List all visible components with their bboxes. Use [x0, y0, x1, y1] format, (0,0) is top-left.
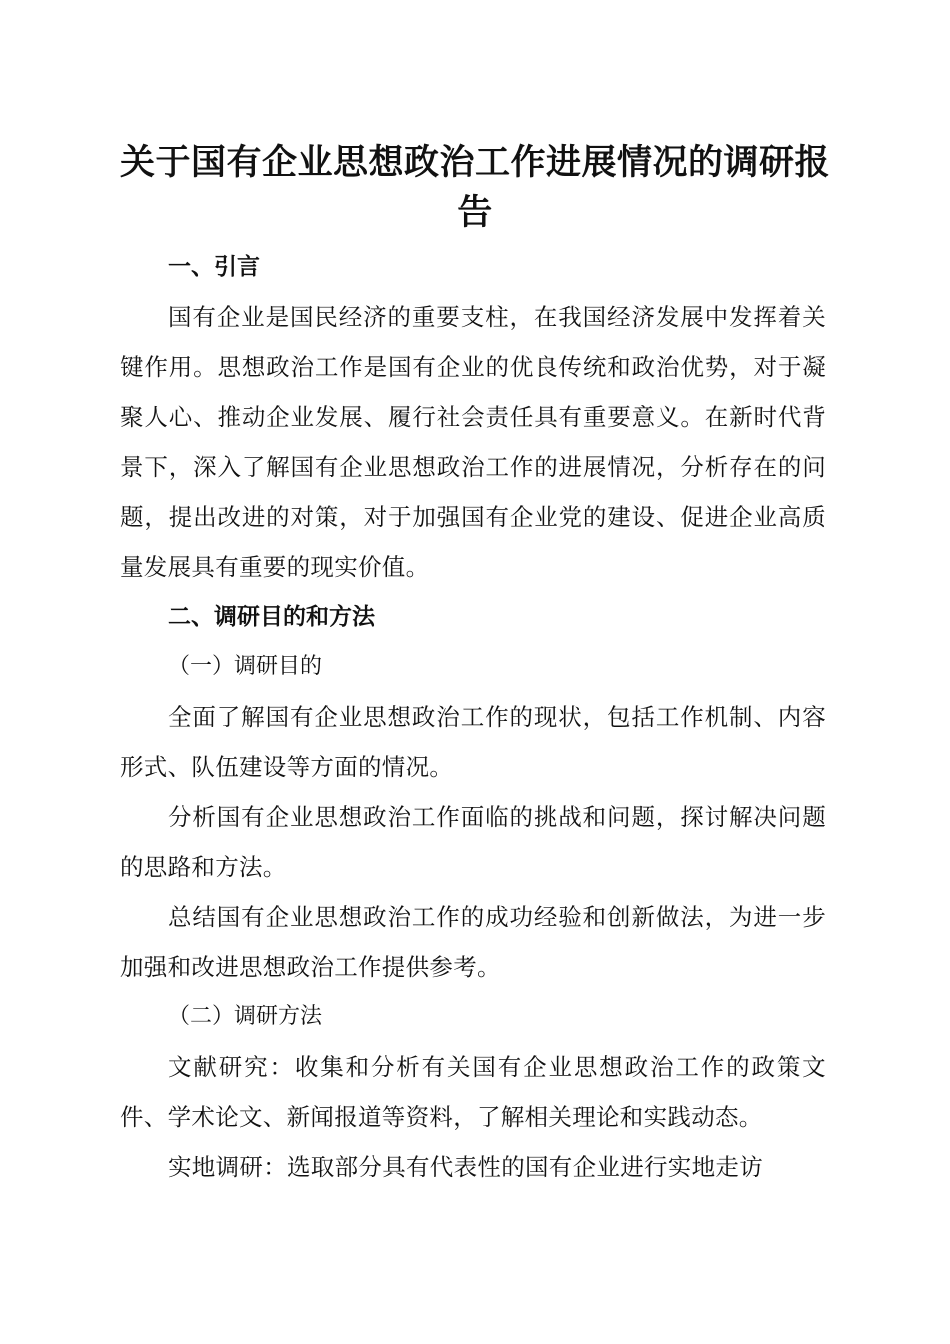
paragraph-purpose-3: 总结国有企业思想政治工作的成功经验和创新做法，为进一步加强和改进思想政治工作提供参考。: [120, 903, 826, 981]
paragraph-purpose-2: 分析国有企业思想政治工作面临的挑战和问题，探讨解决问题的思路和方法。: [120, 803, 826, 881]
subsection-heading-purpose: （一）调研目的: [168, 654, 323, 679]
section-heading-purpose-and-methods: 二、调研目的和方法: [168, 604, 375, 630]
subsection-heading-methods: （二）调研方法: [168, 1004, 323, 1029]
document-title: 关于国有企业思想政治工作进展情况的调研报告: [119, 142, 830, 233]
document-body: [120, 242, 826, 1192]
section-heading-introduction: 一、引言: [168, 254, 260, 280]
paragraph-introduction: 国有企业是国民经济的重要支柱，在我国经济发展中发挥着关键作用。思想政治工作是国有企业的优良传统和政治优势，对于凝聚人心、推动企业发展、履行社会责任具有重要意义。在新时代背景下，深入了解国有企业思想政治工作的进展情况，分析存在的问题，提出改进的对策，对于加强国有企业党的建设、促进企业高质量发展具有重要的现实价值。: [120, 303, 826, 581]
paragraph-method-literature: 文献研究：收集和分析有关国有企业思想政治工作的政策文件、学术论文、新闻报道等资料，了解相关理论和实践动态。: [120, 1053, 826, 1131]
paragraph-purpose-1: 全面了解国有企业思想政治工作的现状，包括工作机制、内容形式、队伍建设等方面的情况。: [120, 703, 826, 781]
paragraph-method-field-research: 实地调研：选取部分具有代表性的国有企业进行实地走访: [168, 1153, 763, 1181]
